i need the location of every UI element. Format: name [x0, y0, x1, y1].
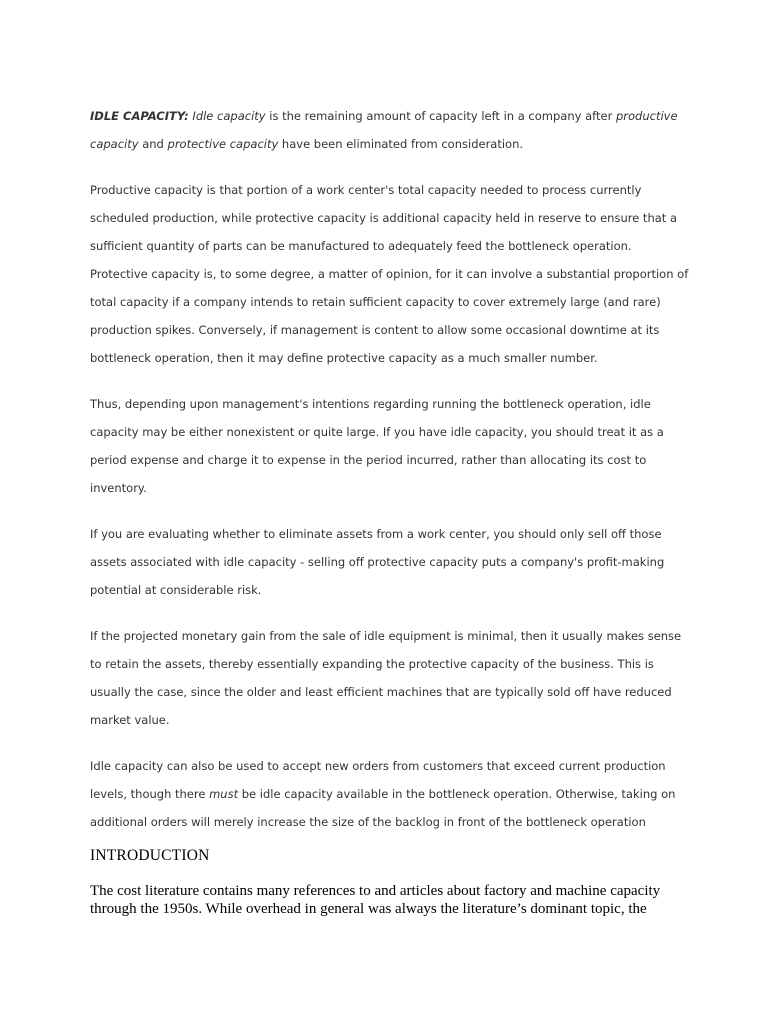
definition-text: is the remaining amount of capacity left in a company after: [265, 109, 616, 123]
term-protective-capacity: protective capacity: [167, 137, 279, 151]
new-orders-text: Idle capacity can also be used to accept new orders from customers that exceed current production levels, though there: [90, 759, 666, 801]
paragraph-new-orders: [90, 752, 690, 836]
new-orders-text-end: be idle capacity available in the bottleneck operation. Otherwise, taking on additional orders will merely increase the size of the backlog in front of the bottleneck operation: [90, 787, 676, 829]
term-productive-capacity: productive capacity: [90, 109, 678, 151]
paragraph-monetary-gain: If the projected monetary gain from the sale of idle equipment is minimal, then it usually makes sense to retain the assets, thereby essentially expanding the protective capacity of the business. This is usually the case, since the older and least efficient machines that are typically sold off have reduced market value.: [90, 629, 682, 727]
term-idle-capacity: Idle capacity: [192, 109, 266, 123]
paragraph-management-intentions: Thus, depending upon management's intentions regarding running the bottleneck operation, idle capacity may be either nonexistent or quite large. If you have idle capacity, you should treat it as a period expense and charge it to expense in the period incurred, rather than allocating its cost to inventory.: [90, 397, 664, 495]
emphasis-must: must: [209, 787, 239, 801]
paragraph-introduction: The cost literature contains many references to and articles about factory and machine capacity through the 1950s. While overhead in general was always the literature’s dominant topic, the: [90, 883, 661, 917]
definition-text-and: and: [138, 137, 168, 151]
paragraph-idle-capacity-definition: [90, 102, 690, 158]
section-heading-introduction: INTRODUCTION: [90, 847, 210, 864]
paragraph-eliminate-assets: If you are evaluating whether to eliminate assets from a work center, you should only sell off those assets associated with idle capacity - selling off protective capacity puts a company's profit-making potential at considerable risk.: [90, 527, 665, 597]
lead-term: IDLE CAPACITY:: [90, 109, 189, 123]
paragraph-productive-capacity: Productive capacity is that portion of a work center's total capacity needed to process currently scheduled production, while protective capacity is additional capacity held in reserve to ensure that a sufficient quantity of parts can be manufactured to adequately feed the bottleneck operation. Protective capacity is, to some degree, a matter of opinion, for it can involve a substantial proportion of total capacity if a company intends to retain sufficient capacity to cover extremely large (and rare) production spikes. Conversely, if management is content to allow some occasional downtime at its bottleneck operation, then it may define protective capacity as a much smaller number.: [90, 183, 689, 365]
definition-text-end: have been eliminated from consideration.: [278, 137, 524, 151]
document-body: [90, 102, 690, 918]
